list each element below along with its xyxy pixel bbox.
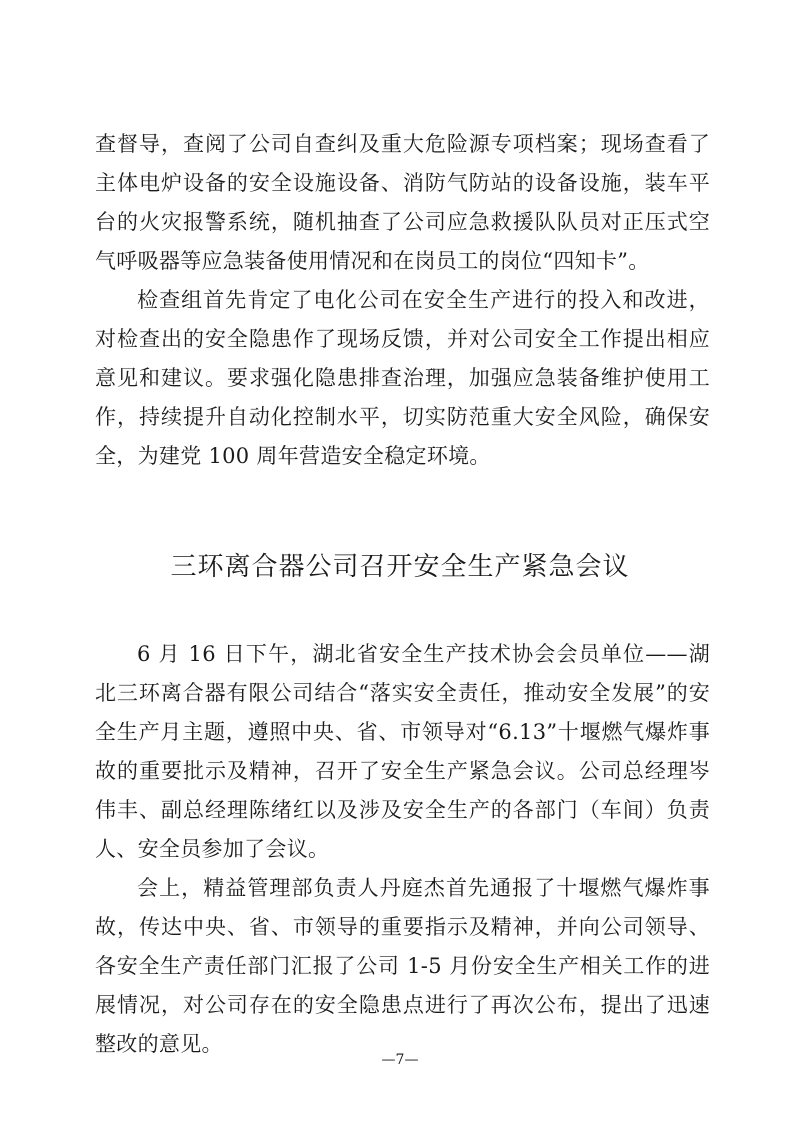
article-body (95, 635, 710, 1064)
body-paragraph: 检查组首先肯定了电化公司在安全生产进行的投入和改进，对检查出的安全隐患作了现场反馈，并对公司安全工作提出相应意见和建议。要求强化隐患排查治理，加强应急装备维护使用工作，持续提升自动化控制水平，切实防范重大安全风险，确保安全，为建党 100 周年营造安全稳定环境。 (95, 288, 710, 468)
page-number: —7— (381, 1052, 419, 1068)
article-title: 三环离合器公司召开安全生产紧急会议 (170, 552, 630, 582)
body-paragraph: 6 月 16 日下午，湖北省安全生产技术协会会员单位——湖北三环离合器有限公司结合“落实安全责任，推动安全发展”的安全生产月主题，遵照中央、省、市领导对“6.13”十堰燃气爆炸事故的重要批示及精神，召开了安全生产紧急会议。公司总经理岑伟丰、副总经理陈绪红以及涉及安全生产的各部门（车间）负责人、安全员参加了会议。 (95, 642, 710, 861)
body-paragraph: 查督导，查阅了公司自查纠及重大危险源专项档案；现场查看了主体电炉设备的安全设施设备、消防气防站的设备设施，装车平台的火灾报警系统，随机抽查了公司应急救援队队员对正压式空气呼吸器等应急装备使用情况和在岗员工的岗位“四知卡”。 (95, 132, 710, 273)
body-paragraph: 会上，精益管理部负责人丹庭杰首先通报了十堰燃气爆炸事故，传达中央、省、市领导的重要指示及精神，并向公司领导、各安全生产责任部门汇报了公司 1-5 月份安全生产相关工作的进展情况，对公司存在的安全隐患点进行了再次公布，提出了迅速整改的意见。 (95, 876, 710, 1056)
previous-article-continuation (95, 125, 710, 476)
